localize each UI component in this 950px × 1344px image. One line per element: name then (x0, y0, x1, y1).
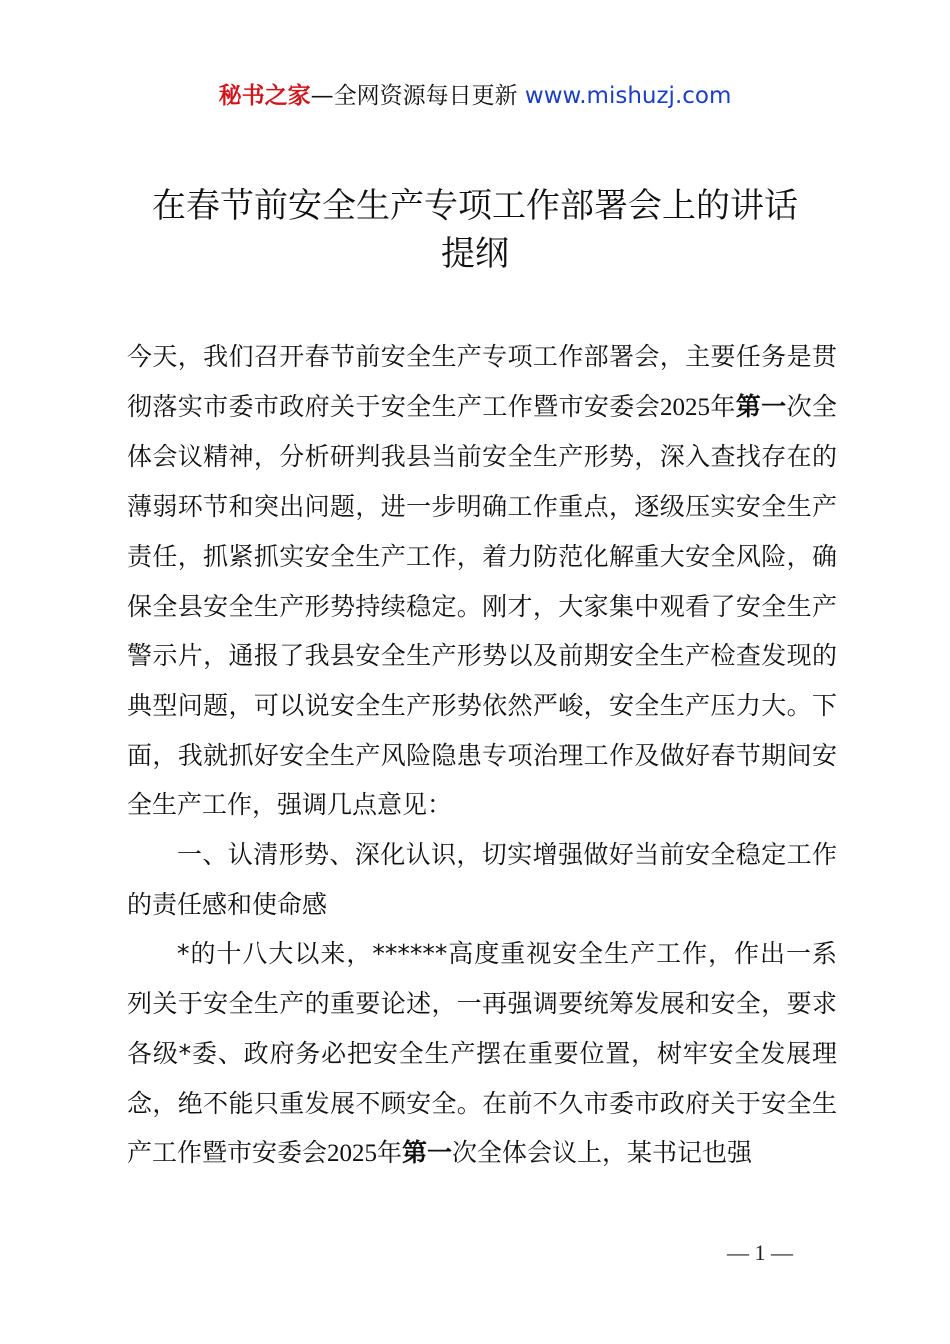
site-banner (0, 80, 950, 112)
banner-brand: 秘书之家 (218, 83, 311, 109)
paragraph-intro-bold: 第一 (735, 391, 787, 421)
paragraph-intro-year: 2025 (660, 393, 711, 421)
title-line-2: 提纲 (441, 234, 509, 274)
banner-url[interactable]: www.mishuzj.com (524, 83, 732, 109)
section-heading-1: 一、认清形势、深化认识，切实增强做好当前安全稳定工作的责任感和使命感 (127, 840, 837, 919)
paragraph-2 (127, 929, 837, 1179)
document-body (127, 332, 837, 1179)
page-number: — 1 — (727, 1240, 793, 1265)
paragraph-intro-text-b: 年 (710, 391, 736, 421)
title-line-1: 在春节前安全生产专项工作部署会上的讲话 (152, 186, 798, 226)
paragraph-intro-text-a: 今天，我们召开春节前安全生产专项工作部署会，主要任务是贯彻落实市委市政府关于安全生产工作暨市安委会 (127, 342, 837, 421)
paragraph-2-text-b: 年 (377, 1138, 403, 1168)
document-title (80, 182, 870, 278)
paragraph-2-year: 2025 (327, 1140, 378, 1168)
paragraph-2-text-a: *的十八大以来，******高度重视安全生产工作，作出一系列关于安全生产的重要论述，一再强调要统筹发展和安全，要求各级*委、政府务必把安全生产摆在重要位置，树牢安全发展理念，绝不能只重发展不顾安全。在前不久市委市政府关于安全生产工作暨市安委会 (127, 939, 837, 1168)
paragraph-2-text-c: 次全体会议上，某书记也强 (452, 1138, 753, 1168)
paragraph-2-bold: 第一 (402, 1138, 453, 1168)
paragraph-intro-text-c: 次全体会议精神，分析研判我县当前安全生产形势，深入查找存在的薄弱环节和突出问题，进一步明确工作重点，逐级压实安全生产责任，抓紧抓实安全生产工作，着力防范化解重大安全风险，确保全县安全生产形势持续稳定。刚才，大家集中观看了安全生产警示片，通报了我县安全生产形势以及前期安全生产检查发现的典型问题，可以说安全生产形势依然严峻，安全生产压力大。下面，我就抓好安全生产风险隐患专项治理工作及做好春节期间安全生产工作，强调几点意见： (127, 391, 837, 820)
banner-slogan: —全网资源每日更新 (310, 83, 525, 109)
paragraph-intro (127, 332, 837, 830)
